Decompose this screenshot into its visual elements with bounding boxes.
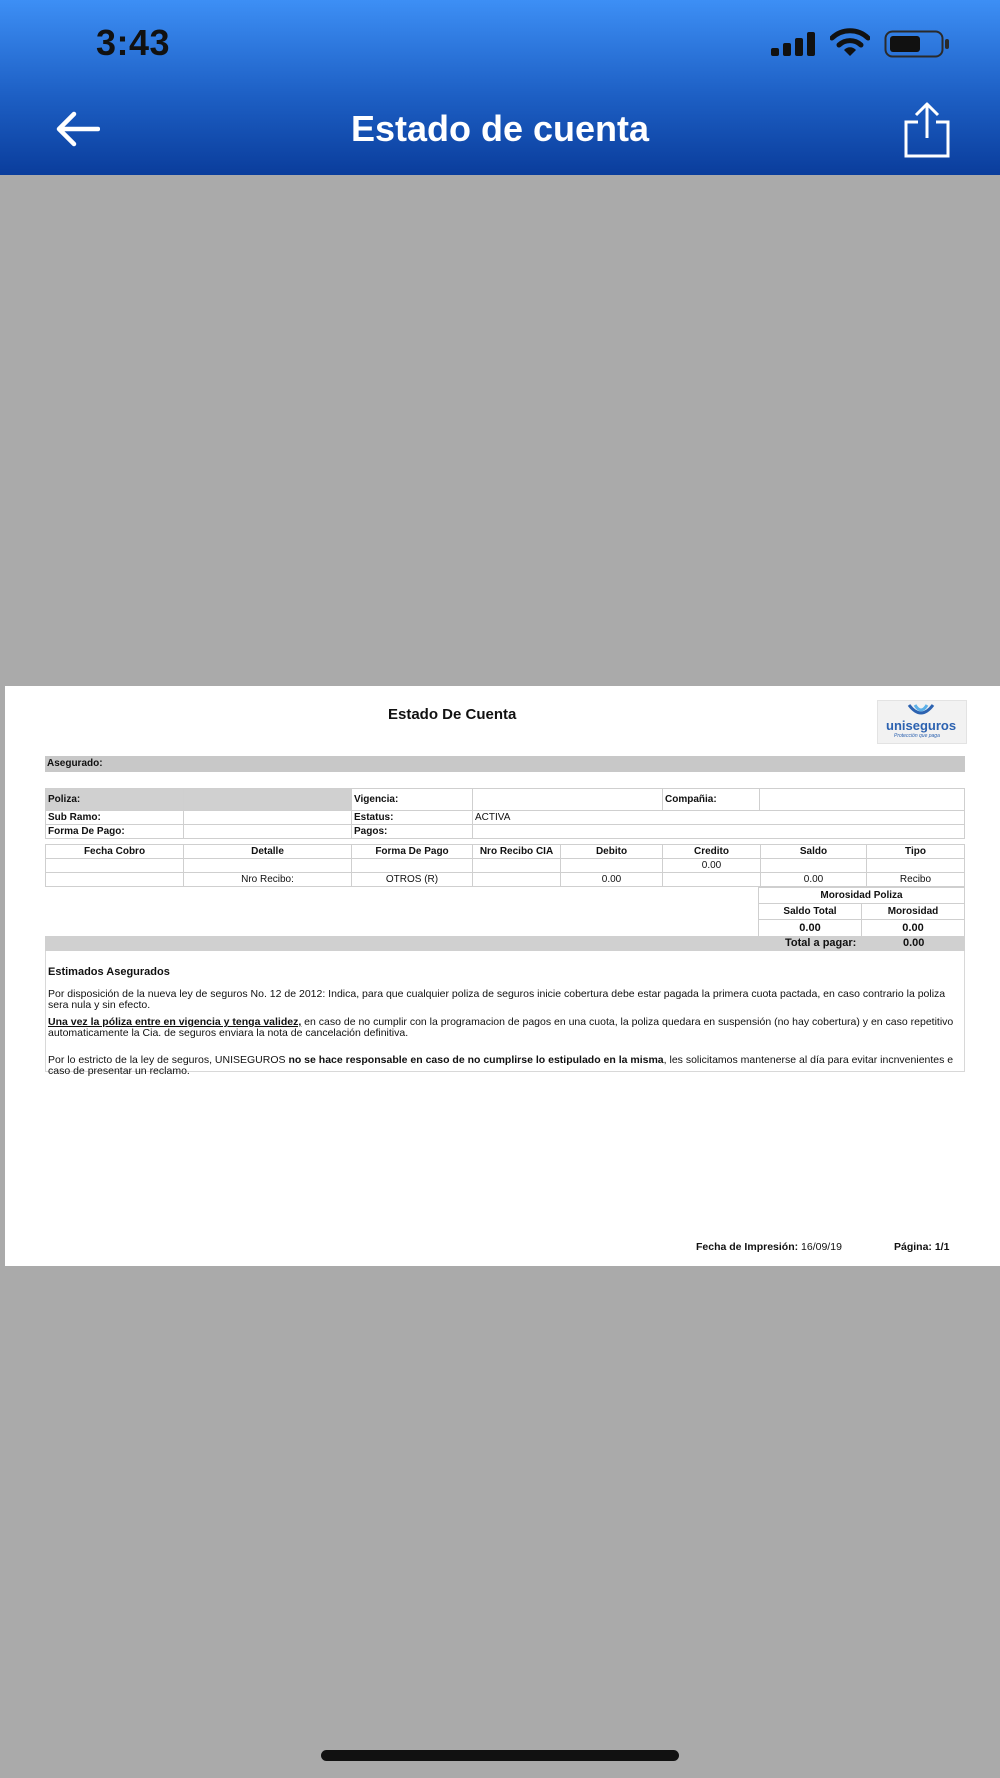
saldo-cell: 0.00 <box>761 873 867 887</box>
estatus-value: ACTIVA <box>473 811 965 825</box>
credito-cell: 0.00 <box>663 859 761 873</box>
print-date <box>696 1241 842 1253</box>
notes-p3-a: Por lo estricto de la ley de seguros, UNISEGUROS <box>48 1054 289 1066</box>
print-date-label: Fecha de Impresión: <box>696 1241 799 1253</box>
home-indicator[interactable] <box>321 1750 679 1761</box>
total-label: Total a pagar: <box>785 937 857 949</box>
notes-p2-bold: Una vez la póliza entre en vigencia y tenga validez, <box>48 1016 302 1028</box>
document-title: Estado De Cuenta <box>388 706 517 723</box>
uniseguros-logo <box>877 700 967 744</box>
page-number: Página: 1/1 <box>894 1241 950 1253</box>
column-header: Tipo <box>867 845 965 859</box>
logo-tagline: Protección que paga <box>894 733 940 739</box>
estatus-label: Estatus: <box>352 811 473 825</box>
battery-icon <box>884 30 950 58</box>
morosidad-value: 0.00 <box>862 920 965 937</box>
column-header: Nro Recibo CIA <box>473 845 561 859</box>
vigencia-label: Vigencia: <box>352 789 473 811</box>
column-header: Debito <box>561 845 663 859</box>
notes-heading: Estimados Asegurados <box>48 966 170 978</box>
sub-ramo-label: Sub Ramo: <box>46 811 184 825</box>
notes-section <box>45 951 965 1077</box>
compania-value <box>760 789 965 811</box>
morosidad-title: Morosidad Poliza <box>759 888 965 904</box>
app-header <box>0 0 1000 175</box>
saldo-total-label: Saldo Total <box>759 904 862 920</box>
logo-emblem-icon <box>906 703 936 719</box>
column-header: Forma De Pago <box>352 845 473 859</box>
column-header: Detalle <box>184 845 352 859</box>
detalle-cell: Nro Recibo: <box>184 873 352 887</box>
debito-cell: 0.00 <box>561 873 663 887</box>
share-icon[interactable] <box>903 102 951 158</box>
total-bar <box>45 936 965 951</box>
cellular-signal-icon <box>771 32 815 56</box>
compania-label: Compañia: <box>663 789 760 811</box>
sub-ramo-value <box>184 811 352 825</box>
pagos-label: Pagos: <box>352 825 473 839</box>
morosidad-table <box>758 887 965 937</box>
wifi-icon <box>830 28 870 58</box>
poliza-label: Poliza: <box>46 789 184 811</box>
forma-pago-value <box>184 825 352 839</box>
column-header: Fecha Cobro <box>46 845 184 859</box>
saldo-total-value: 0.00 <box>759 920 862 937</box>
logo-wordmark: uniseguros <box>886 718 957 733</box>
asegurado-bar <box>45 756 965 772</box>
morosidad-label: Morosidad <box>862 904 965 920</box>
policy-info-table <box>45 788 965 839</box>
page-title: Estado de cuenta <box>350 108 650 149</box>
transactions-table <box>45 844 965 887</box>
table-row <box>46 873 965 887</box>
forma-pago-label: Forma De Pago: <box>46 825 184 839</box>
table-row <box>46 859 965 873</box>
tipo-cell: Recibo <box>867 873 965 887</box>
pagos-value <box>473 825 965 839</box>
notes-paragraph-1: Por disposición de la nueva ley de seguros No. 12 de 2012: Indica, para que cualquier poliza de seguros inicie cobertura debe estar pagada la primera cuota pactada, en caso contrario la poliza sera nula y sin efecto. <box>48 988 946 1011</box>
forma-pago-cell: OTROS (R) <box>352 873 473 887</box>
statement-document <box>5 686 1000 1266</box>
notes-p2-text: en caso de no cumplir con la programacion de pagos en una cuota, la poliza quedara en suspensión (no hay cobertura) y en caso repetitivo automaticamente la Cia. de seguros enviara la nota de cancelación definitiva. <box>48 1016 954 1039</box>
status-time: 3:43 <box>96 22 171 63</box>
column-header: Credito <box>663 845 761 859</box>
poliza-value <box>184 789 352 811</box>
total-value: 0.00 <box>903 937 925 949</box>
notes-p3-b: , les solicitamos mantenerse al día para evitar incnvenientes e caso de presentar un reclamo. <box>48 1054 954 1077</box>
vigencia-value <box>473 789 663 811</box>
print-date-value: 16/09/19 <box>801 1241 842 1253</box>
notes-p3-bold: no se hace responsable en caso de no cumplirse lo estipulado en la misma <box>288 1054 664 1066</box>
column-header: Saldo <box>761 845 867 859</box>
notes-paragraph-2 <box>48 1017 960 1039</box>
asegurado-label: Asegurado: <box>47 758 103 769</box>
notes-paragraph-3 <box>48 1055 960 1077</box>
